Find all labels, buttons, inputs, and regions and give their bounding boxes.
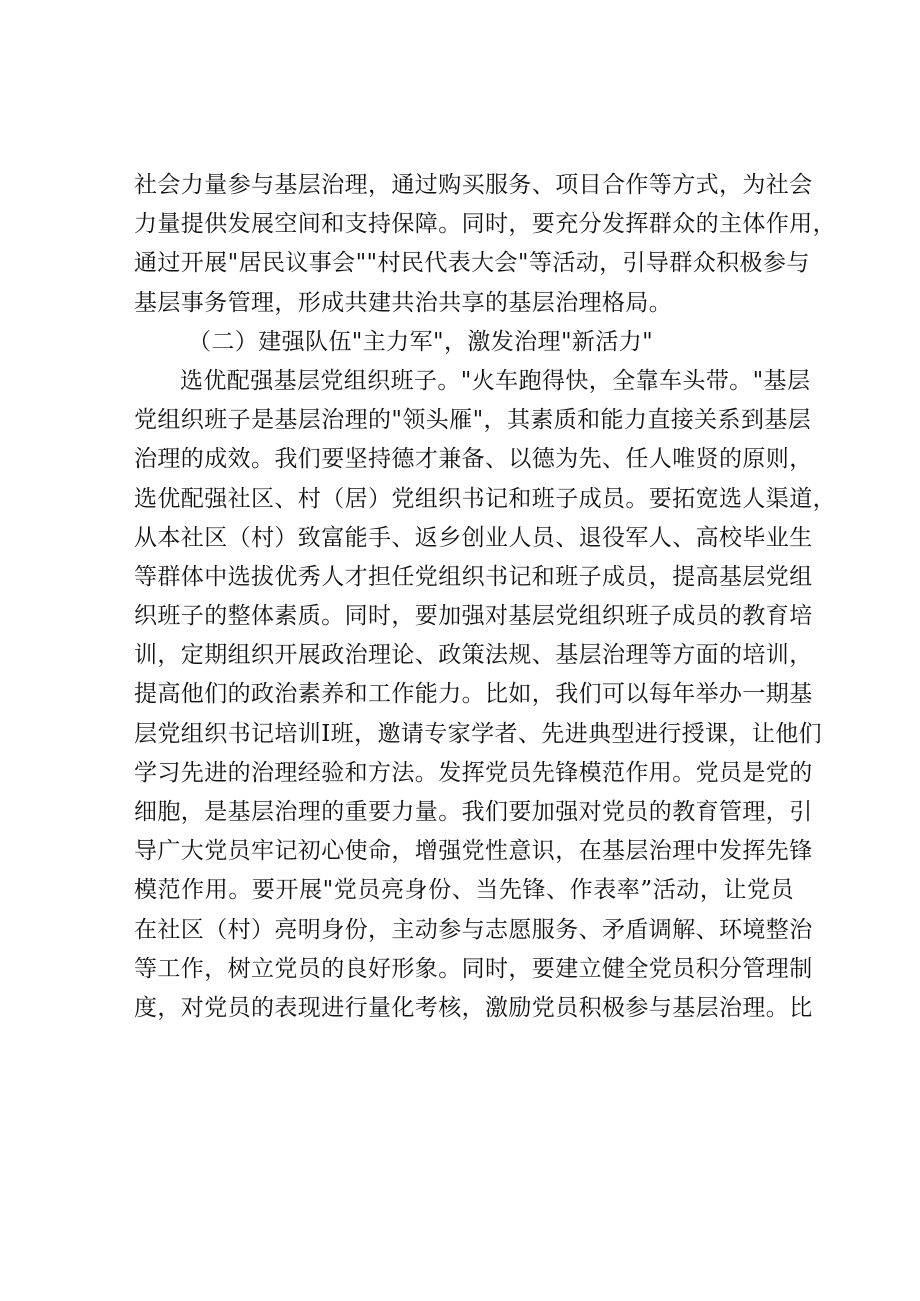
text-line: 等群体中选拔优秀人才担任党组织书记和班子成员，提高基层党组 [134, 563, 813, 590]
text-line: 训，定期组织开展政治理论、政策法规、基层治理等方面的培训， [134, 642, 813, 669]
text-line: 等工作，树立党员的良好形象。同时，要建立健全党员积分管理制 [134, 955, 813, 982]
text-line: 细胞，是基层治理的重要力量。我们要加强对党员的教育管理，引 [134, 799, 813, 825]
section-heading: （二）建强队伍"主力军"，激发治理"新活力" [188, 328, 654, 355]
text-line: 党组织班子是基层治理的"领头雁"，其素质和能力直接关系到基层 [134, 407, 812, 434]
text-line: 提高他们的政治素养和工作能力。比如，我们可以每年举办一期基 [134, 681, 813, 708]
text-line: 度，对党员的表现进行量化考核，激励党员积极参与基层治理。比 [134, 994, 813, 1021]
text-line: 导广大党员牢记初心使命，增强党性意识，在基层治理中发挥先锋 [134, 838, 813, 865]
text-line: 基层事务管理，形成共建共治共享的基层治理格局。 [134, 289, 673, 316]
text-line: 织班子的整体素质。同时，要加强对基层党组织班子成员的教育培 [134, 603, 813, 630]
text-line: 社会力量参与基层治理，通过购买服务、项目合作等方式，为社会 [134, 172, 813, 198]
text-line: 模范作用。要开展"党员亮身份、当先锋、作表率”活动，让党员 [134, 877, 794, 904]
text-line: 治理的成效。我们要坚持德才兼备、以德为先、任人唯贤的原则， [134, 446, 813, 473]
document-body [134, 166, 836, 1028]
text-line: 选优配强基层党组织班子。"火车跑得快，全靠车头带。"基层 [180, 367, 811, 394]
text-line: 力量提供发展空间和支持保障。同时，要充分发挥群众的主体作用， [134, 211, 836, 238]
text-line: 从本社区（村）致富能手、返乡创业人员、退役军人、高校毕业生 [134, 524, 813, 551]
text-line: 选优配强社区、村（居）党组织书记和班子成员。要拓宽选人渠道， [134, 485, 836, 512]
text-line: 学习先进的治理经验和方法。发挥党员先锋模范作用。党员是党的 [134, 759, 813, 786]
text-line: 在社区（村）亮明身份，主动参与志愿服务、矛盾调解、环境整治 [134, 916, 813, 943]
text-line: 层党组织书记培训I班，邀请专家学者、先进典型进行授课，让他们 [134, 720, 823, 747]
text-line: 通过开展"居民议事会""村民代表大会"等活动，引导群众积极参与 [134, 250, 810, 277]
